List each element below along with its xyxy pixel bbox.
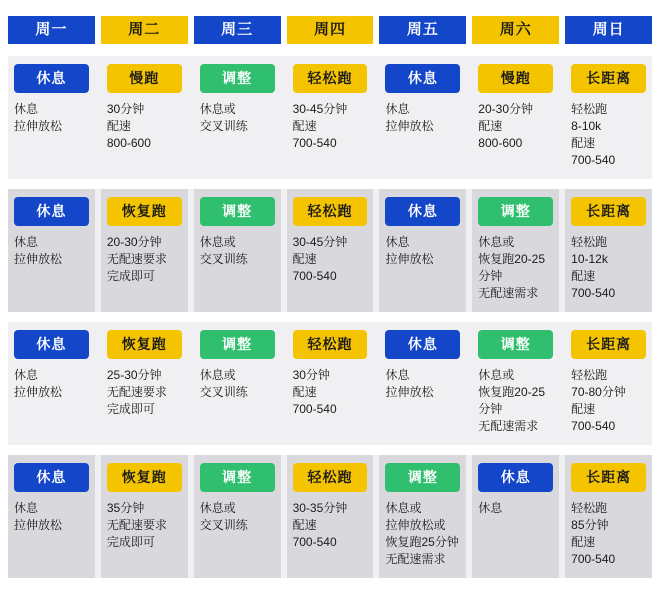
workout-detail-line: 恢复跑25分钟 [385,535,459,549]
workout-detail-line: 配速 [292,252,317,266]
workout-detail-line: 休息或 [478,235,515,249]
workout-detail-line: 完成即可 [106,535,155,549]
week-row [8,56,652,179]
workout-detail-line: 休息或 [199,235,236,249]
workout-detail-line: 800-600 [478,136,523,150]
day-cell [287,56,374,179]
workout-detail-line: 轻松跑 [571,501,608,515]
workout-detail-line: 8-10k [571,119,602,133]
workout-detail-line: 配速 [571,402,596,416]
workout-detail-line: 无配速要求 [106,385,167,399]
workout-type-badge: 轻松跑 [293,330,368,359]
workout-detail-line: 分钟 [478,269,503,283]
workout-detail-lines [107,500,182,551]
weekday-header-cell: 周五 [379,16,466,44]
weekday-header-cell: 周六 [472,16,559,44]
workout-type-badge: 调整 [200,330,275,359]
workout-detail-lines [293,367,368,418]
workout-detail-line: 交叉训练 [199,385,248,399]
workout-detail-lines [385,234,460,268]
workout-detail-line: 拉伸放松 [14,385,63,399]
workout-detail-line: 休息 [385,235,410,249]
workout-detail-lines [478,101,553,152]
day-cell [8,189,95,312]
day-cell [101,322,188,445]
workout-detail-lines [571,367,646,435]
workout-type-badge: 休息 [14,330,89,359]
day-cell [287,455,374,578]
workout-detail-line: 20-30分钟 [478,102,533,116]
workout-detail-line: 700-540 [292,535,337,549]
workout-type-badge: 轻松跑 [293,197,368,226]
workout-type-badge: 长距离 [571,64,646,93]
workout-detail-line: 交叉训练 [199,252,248,266]
workout-detail-lines [571,234,646,302]
day-cell [101,189,188,312]
workout-detail-lines [14,500,89,534]
workout-detail-line: 拉伸放松 [14,518,63,532]
workout-detail-line: 休息或 [385,501,422,515]
workout-detail-line: 配速 [478,119,503,133]
workout-detail-line: 800-600 [106,136,151,150]
workout-detail-lines [293,234,368,285]
weekday-header-cell: 周二 [101,16,188,44]
workout-detail-line: 拉伸放松 [385,385,434,399]
workout-detail-line: 休息 [14,102,39,116]
workout-detail-line: 700-540 [292,269,337,283]
workout-detail-line: 700-540 [292,402,337,416]
workout-type-badge: 休息 [385,197,460,226]
workout-detail-line: 30-35分钟 [292,501,348,515]
workout-detail-line: 配速 [292,119,317,133]
workout-detail-line: 无配速要求 [106,252,167,266]
workout-type-badge: 轻松跑 [293,463,368,492]
day-cell [379,56,466,179]
workout-detail-line: 休息 [478,501,503,515]
week-row [8,455,652,578]
workout-detail-lines [200,234,275,268]
workout-type-badge: 休息 [385,330,460,359]
week-row [8,189,652,312]
day-cell [8,56,95,179]
day-cell [379,455,466,578]
workout-detail-line: 配速 [571,269,596,283]
workout-detail-line: 休息或 [199,368,236,382]
workout-detail-line: 70-80分钟 [571,385,626,399]
workout-detail-line: 恢复跑20-25 [478,252,545,266]
workout-detail-lines [571,500,646,568]
workout-detail-line: 拉伸放松或 [385,518,446,532]
workout-detail-line: 25-30分钟 [106,368,162,382]
workout-detail-line: 轻松跑 [571,102,608,116]
workout-type-badge: 调整 [478,330,553,359]
day-cell [472,455,559,578]
workout-detail-lines [385,367,460,401]
workout-detail-line: 配速 [571,535,596,549]
workout-detail-line: 配速 [571,136,596,150]
weekday-header-cell: 周四 [287,16,374,44]
workout-detail-line: 分钟 [478,402,503,416]
workout-type-badge: 休息 [14,197,89,226]
workout-detail-lines [107,101,182,152]
workout-detail-line: 700-540 [571,419,616,433]
workout-detail-lines [200,367,275,401]
workout-type-badge: 长距离 [571,463,646,492]
workout-detail-line: 拉伸放松 [385,119,434,133]
workout-type-badge: 调整 [200,197,275,226]
day-cell [194,455,281,578]
workout-type-badge: 长距离 [571,330,646,359]
workout-detail-line: 完成即可 [106,402,155,416]
workout-detail-lines [385,101,460,135]
workout-detail-lines [107,234,182,285]
day-cell [101,455,188,578]
day-cell [194,189,281,312]
workout-detail-line: 交叉训练 [199,119,248,133]
workout-detail-lines [571,101,646,169]
week-row [8,322,652,445]
day-cell [379,189,466,312]
workout-type-badge: 恢复跑 [107,330,182,359]
workout-detail-lines [478,500,553,517]
workout-detail-lines [200,101,275,135]
day-cell [379,322,466,445]
day-cell [472,189,559,312]
weekday-header-row [8,16,652,44]
workout-type-badge: 休息 [14,463,89,492]
workout-detail-line: 配速 [292,385,317,399]
workout-detail-line: 恢复跑20-25 [478,385,545,399]
workout-detail-line: 轻松跑 [571,235,608,249]
day-cell [101,56,188,179]
workout-type-badge: 调整 [385,463,460,492]
workout-detail-line: 700-540 [571,153,616,167]
weekday-header-cell: 周一 [8,16,95,44]
workout-type-badge: 休息 [14,64,89,93]
weeks-container [8,56,652,578]
workout-detail-line: 休息 [14,368,39,382]
workout-detail-lines [14,367,89,401]
day-cell [565,322,652,445]
workout-detail-line: 30分钟 [106,102,145,116]
workout-type-badge: 慢跑 [478,64,553,93]
workout-type-badge: 恢复跑 [107,463,182,492]
workout-detail-line: 轻松跑 [571,368,608,382]
workout-detail-line: 配速 [292,518,317,532]
workout-type-badge: 休息 [385,64,460,93]
workout-type-badge: 恢复跑 [107,197,182,226]
workout-detail-line: 休息或 [199,501,236,515]
day-cell [287,322,374,445]
workout-type-badge: 休息 [478,463,553,492]
workout-detail-line: 无配速需求 [478,286,539,300]
workout-detail-line: 拉伸放松 [14,119,63,133]
workout-detail-line: 无配速要求 [106,518,167,532]
day-cell [472,322,559,445]
workout-detail-line: 35分钟 [106,501,145,515]
workout-detail-lines [293,101,368,152]
workout-type-badge: 轻松跑 [293,64,368,93]
workout-detail-line: 休息 [385,368,410,382]
day-cell [565,189,652,312]
workout-detail-line: 10-12k [571,252,608,266]
day-cell [8,322,95,445]
workout-detail-lines [107,367,182,418]
workout-detail-line: 30-45分钟 [292,235,348,249]
workout-detail-line: 700-540 [292,136,337,150]
day-cell [194,322,281,445]
workout-detail-line: 交叉训练 [199,518,248,532]
workout-detail-line: 无配速需求 [478,419,539,433]
day-cell [287,189,374,312]
workout-detail-lines [478,234,553,302]
workout-detail-line: 配速 [106,119,131,133]
workout-detail-lines [293,500,368,551]
workout-detail-line: 完成即可 [106,269,155,283]
workout-detail-line: 700-540 [571,552,616,566]
workout-detail-line: 700-540 [571,286,616,300]
workout-detail-line: 休息或 [478,368,515,382]
workout-type-badge: 调整 [200,64,275,93]
workout-detail-lines [478,367,553,435]
day-cell [472,56,559,179]
workout-type-badge: 调整 [200,463,275,492]
day-cell [8,455,95,578]
workout-detail-line: 无配速需求 [385,552,446,566]
weekday-header-cell: 周三 [194,16,281,44]
workout-detail-lines [14,234,89,268]
workout-detail-line: 休息或 [199,102,236,116]
workout-detail-line: 30-45分钟 [292,102,348,116]
workout-detail-line: 拉伸放松 [385,252,434,266]
workout-type-badge: 调整 [478,197,553,226]
workout-type-badge: 慢跑 [107,64,182,93]
weekday-header-cell: 周日 [565,16,652,44]
workout-detail-line: 休息 [14,235,39,249]
workout-detail-lines [385,500,460,568]
workout-detail-lines [14,101,89,135]
workout-detail-lines [200,500,275,534]
workout-detail-line: 30分钟 [292,368,330,382]
workout-detail-line: 休息 [385,102,410,116]
workout-detail-line: 20-30分钟 [106,235,162,249]
workout-detail-line: 拉伸放松 [14,252,63,266]
workout-type-badge: 长距离 [571,197,646,226]
day-cell [194,56,281,179]
workout-detail-line: 休息 [14,501,39,515]
day-cell [565,455,652,578]
day-cell [565,56,652,179]
workout-detail-line: 85分钟 [571,518,609,532]
